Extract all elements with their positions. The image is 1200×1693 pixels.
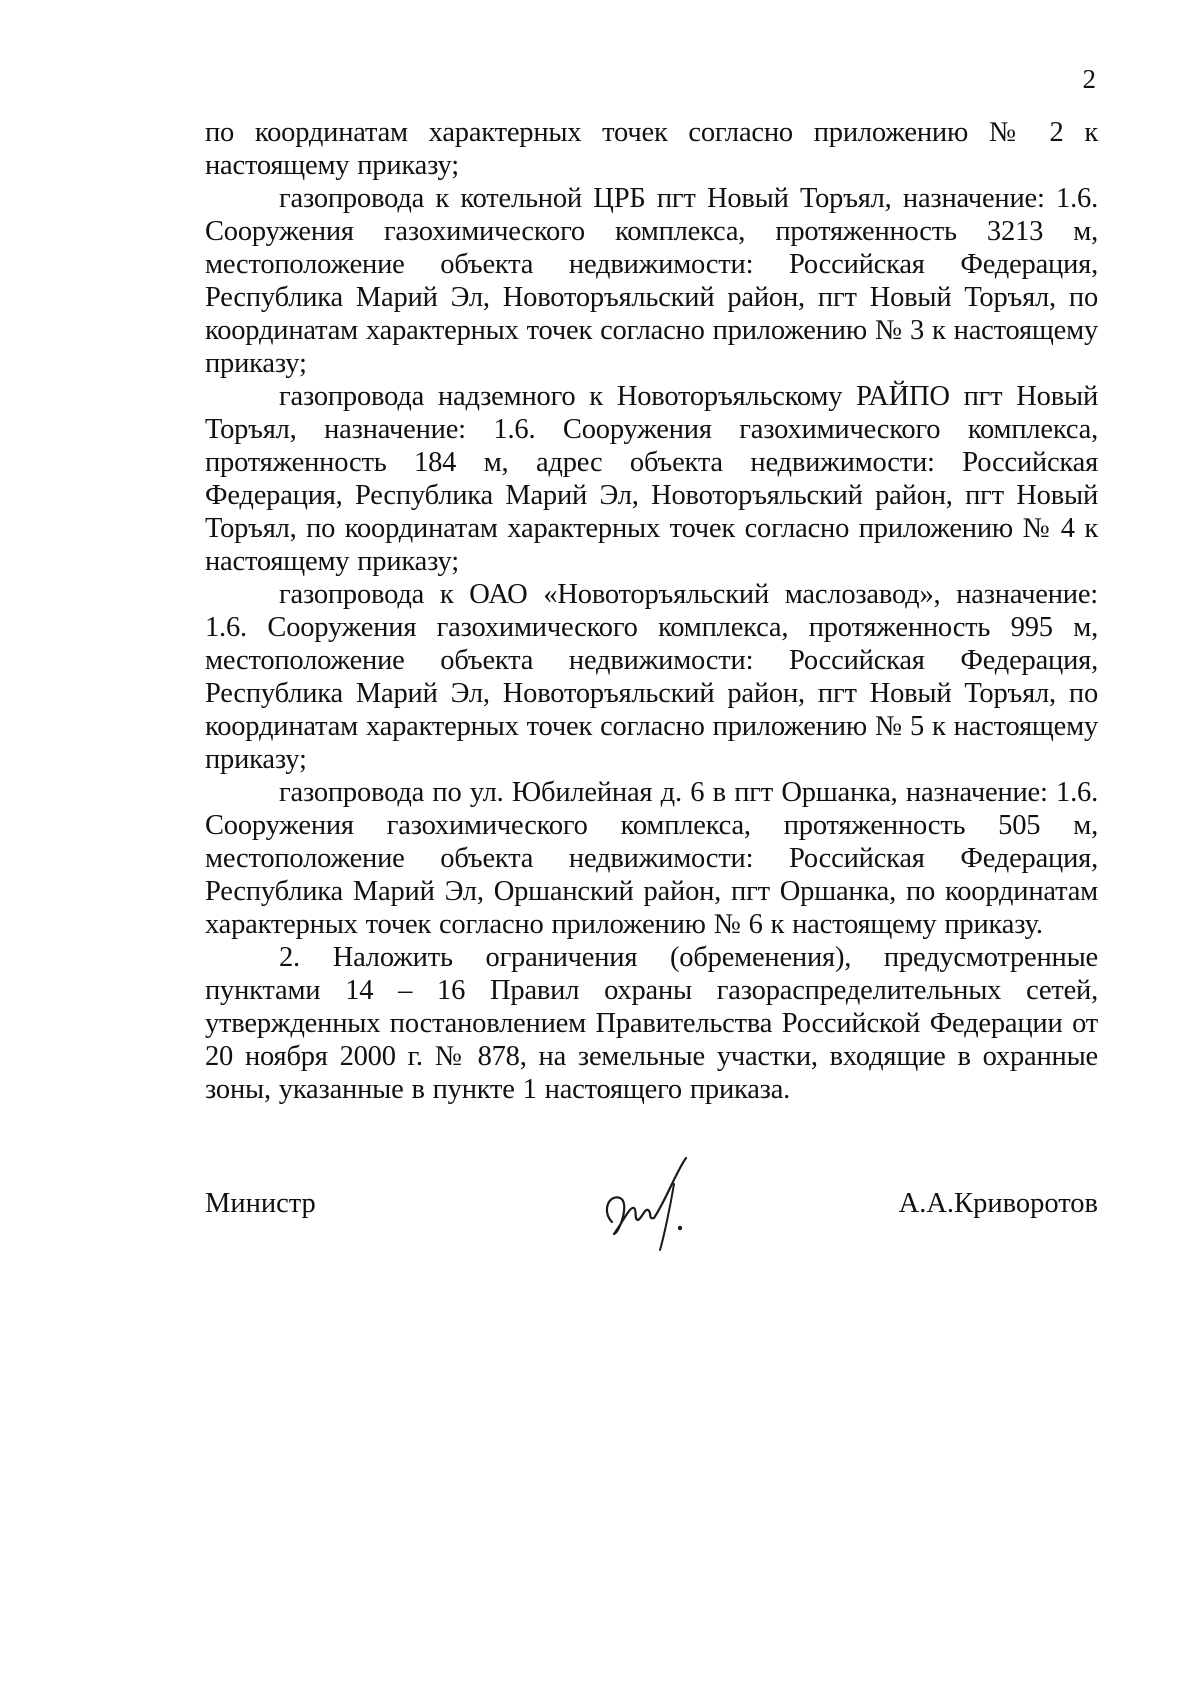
signature-block	[205, 1150, 1098, 1300]
page-number: 2	[1082, 64, 1096, 94]
handwritten-signature	[590, 1150, 700, 1260]
paragraph-item-2-restrictions: 2. Наложить ограничения (обременения), предусмотренные пунктами 14 – 16 Правил охраны газораспределительных сетей, утвержденных постановлением Правительства Российской Федерации от 20 ноября 2000 г. № 878, на земельные участки, входящие в охранные зоны, указанные в пункте 1 настоящего приказа.	[205, 942, 1098, 1105]
paragraph-continuation: по координатам характерных точек согласно приложению № 2 к настоящему приказу;	[205, 117, 1098, 181]
document-body	[205, 116, 1098, 1106]
paragraph-gas-pipeline-creamery: газопровода к ОАО «Новоторъяльский маслозавод», назначение: 1.6. Сооружения газохимического комплекса, протяженность 995 м, местоположение объекта недвижимости: Российская Федерация, Республика Марий Эл, Новоторъяльский район, пгт Новый Торъял, по координатам характерных точек согласно приложению № 5 к настоящему приказу;	[205, 579, 1098, 775]
paragraph-gas-pipeline-crb: газопровода к котельной ЦРБ пгт Новый Торъял, назначение: 1.6. Сооружения газохимического комплекса, протяженность 3213 м, местоположение объекта недвижимости: Российская Федерация, Республика Марий Эл, Новоторъяльский район, пгт Новый Торъял, по координатам характерных точек согласно приложению № 3 к настоящему приказу;	[205, 183, 1098, 379]
paragraph-gas-pipeline-orshanka: газопровода по ул. Юбилейная д. 6 в пгт Оршанка, назначение: 1.6. Сооружения газохимического комплекса, протяженность 505 м, местоположение объекта недвижимости: Российская Федерация, Республика Марий Эл, Оршанский район, пгт Оршанка, по координатам характерных точек согласно приложению № 6 к настоящему приказу.	[205, 777, 1098, 940]
signer-title: Министр	[205, 1188, 316, 1219]
paragraph-gas-pipeline-raypo: газопровода надземного к Новоторъяльскому РАЙПО пгт Новый Торъял, назначение: 1.6. Сооружения газохимического комплекса, протяженность 184 м, адрес объекта недвижимости: Российская Федерация, Республика Марий Эл, Новоторъяльский район, пгт Новый Торъял, по координатам характерных точек согласно приложению № 4 к настоящему приказу;	[205, 381, 1098, 577]
signer-name: А.А.Криворотов	[898, 1188, 1098, 1219]
